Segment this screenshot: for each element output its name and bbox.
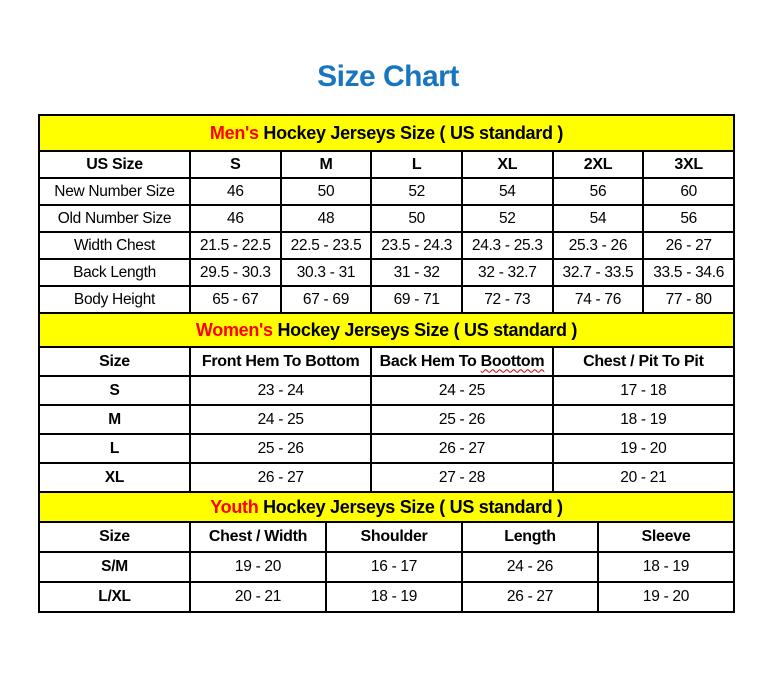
size-chart xyxy=(38,114,735,613)
size-value: 48 xyxy=(281,205,372,232)
column-header: M xyxy=(281,151,372,178)
size-value: 20 - 21 xyxy=(190,582,326,612)
table-row xyxy=(39,552,734,582)
size-value: 67 - 69 xyxy=(281,286,372,313)
column-header: Size xyxy=(39,522,190,552)
size-value: 32 - 32.7 xyxy=(462,259,553,286)
size-value: 31 - 32 xyxy=(371,259,462,286)
size-value: 26 - 27 xyxy=(462,582,598,612)
size-value: 69 - 71 xyxy=(371,286,462,313)
mens-section-banner xyxy=(38,114,735,152)
row-label: New Number Size xyxy=(39,178,190,205)
size-value: 20 - 21 xyxy=(553,463,734,492)
banner-accent-womens: Women's xyxy=(195,320,273,340)
size-value: 46 xyxy=(190,205,281,232)
column-header: Shoulder xyxy=(326,522,462,552)
size-value: 33.5 - 34.6 xyxy=(643,259,734,286)
mens-size-table xyxy=(38,150,735,314)
table-row xyxy=(39,582,734,612)
row-label: XL xyxy=(39,463,190,492)
youth-size-table xyxy=(38,521,735,613)
size-value: 24.3 - 25.3 xyxy=(462,232,553,259)
womens-size-table xyxy=(38,346,735,493)
row-label: Body Height xyxy=(39,286,190,313)
size-value: 19 - 20 xyxy=(553,434,734,463)
size-value: 27 - 28 xyxy=(371,463,552,492)
size-value: 18 - 19 xyxy=(326,582,462,612)
table-row xyxy=(39,463,734,492)
column-header xyxy=(371,347,552,376)
size-value: 60 xyxy=(643,178,734,205)
column-header: L xyxy=(371,151,462,178)
row-label: Width Chest xyxy=(39,232,190,259)
size-value: 65 - 67 xyxy=(190,286,281,313)
size-value: 32.7 - 33.5 xyxy=(553,259,644,286)
row-label: S/M xyxy=(39,552,190,582)
size-value: 25.3 - 26 xyxy=(553,232,644,259)
size-value: 77 - 80 xyxy=(643,286,734,313)
size-value: 46 xyxy=(190,178,281,205)
size-value: 52 xyxy=(462,205,553,232)
column-header: 2XL xyxy=(553,151,644,178)
size-value: 30.3 - 31 xyxy=(281,259,372,286)
size-value: 23 - 24 xyxy=(190,376,371,405)
size-value: 18 - 19 xyxy=(598,552,734,582)
column-header: Chest / Width xyxy=(190,522,326,552)
column-header: S xyxy=(190,151,281,178)
size-value: 24 - 26 xyxy=(462,552,598,582)
column-header: US Size xyxy=(39,151,190,178)
size-value: 25 - 26 xyxy=(190,434,371,463)
size-value: 56 xyxy=(553,178,644,205)
header-row xyxy=(39,522,734,552)
size-value: 16 - 17 xyxy=(326,552,462,582)
size-value: 54 xyxy=(553,205,644,232)
size-value: 19 - 20 xyxy=(190,552,326,582)
banner-text-mens: Hockey Jerseys Size ( US standard ) xyxy=(258,123,564,143)
size-value: 25 - 26 xyxy=(371,405,552,434)
table-row xyxy=(39,376,734,405)
column-header: Size xyxy=(39,347,190,376)
banner-text-youth: Hockey Jerseys Size ( US standard ) xyxy=(258,497,563,517)
size-value: 72 - 73 xyxy=(462,286,553,313)
row-label: Old Number Size xyxy=(39,205,190,232)
table-row xyxy=(39,434,734,463)
youth-section-banner xyxy=(38,491,735,523)
column-header: Front Hem To Bottom xyxy=(190,347,371,376)
row-label: Back Length xyxy=(39,259,190,286)
page-title: Size Chart xyxy=(317,60,459,93)
size-value: 17 - 18 xyxy=(553,376,734,405)
row-label: S xyxy=(39,376,190,405)
size-value: 56 xyxy=(643,205,734,232)
size-value: 50 xyxy=(371,205,462,232)
size-value: 18 - 19 xyxy=(553,405,734,434)
banner-accent-mens: Men's xyxy=(209,123,259,143)
table-row xyxy=(39,232,734,259)
column-header: 3XL xyxy=(643,151,734,178)
size-value: 23.5 - 24.3 xyxy=(371,232,462,259)
size-value: 21.5 - 22.5 xyxy=(190,232,281,259)
size-value: 26 - 27 xyxy=(371,434,552,463)
table-row xyxy=(39,178,734,205)
womens-section-banner xyxy=(38,312,735,348)
size-value: 22.5 - 23.5 xyxy=(281,232,372,259)
size-value: 24 - 25 xyxy=(371,376,552,405)
row-label: L/XL xyxy=(39,582,190,612)
table-row xyxy=(39,405,734,434)
row-label: L xyxy=(39,434,190,463)
size-value: 19 - 20 xyxy=(598,582,734,612)
size-value: 52 xyxy=(371,178,462,205)
column-header: XL xyxy=(462,151,553,178)
table-row xyxy=(39,286,734,313)
table-row xyxy=(39,259,734,286)
size-value: 26 - 27 xyxy=(190,463,371,492)
table-row xyxy=(39,205,734,232)
size-value: 54 xyxy=(462,178,553,205)
column-header: Chest / Pit To Pit xyxy=(553,347,734,376)
banner-accent-youth: Youth xyxy=(210,497,259,517)
column-header: Sleeve xyxy=(598,522,734,552)
size-value: 26 - 27 xyxy=(643,232,734,259)
header-row xyxy=(39,347,734,376)
misspelled-word: Boottom xyxy=(480,352,545,370)
size-value: 29.5 - 30.3 xyxy=(190,259,281,286)
size-value: 24 - 25 xyxy=(190,405,371,434)
header-row xyxy=(39,151,734,178)
banner-text-womens: Hockey Jerseys Size ( US standard ) xyxy=(272,320,578,340)
column-header-text: Back Hem To xyxy=(379,352,481,370)
size-value: 74 - 76 xyxy=(553,286,644,313)
column-header: Length xyxy=(462,522,598,552)
row-label: M xyxy=(39,405,190,434)
size-value: 50 xyxy=(281,178,372,205)
